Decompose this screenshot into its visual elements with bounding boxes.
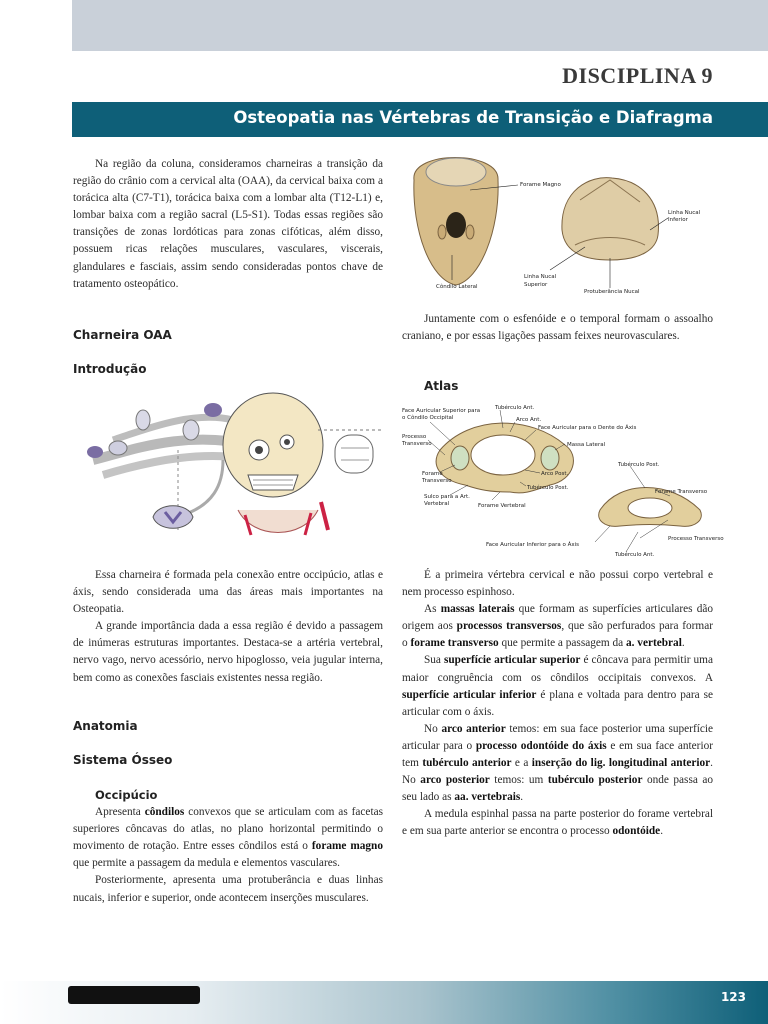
label-forame-vertebral: Forame Vertebral — [478, 503, 526, 509]
atlas-paragraph-3: Sua superfície articular superior é côncava para permitir uma maior congruência com os côndilos occipitais convexos. A superfície articular inferior é plana e voltada para dentro para se articular com o áxis. — [402, 654, 713, 718]
heading-atlas: Atlas — [424, 379, 459, 393]
occipucio-paragraph-1: Apresenta côndilos convexos que se articulam com as facetas superiores côncavas do atlas, no plano horizontal permitindo o movimento de rotação. Entre esses côndilos está o forame magno que permite a passagem da medula e elementos vasculares. — [73, 806, 383, 870]
heading-occipucio: Occipúcio — [95, 788, 158, 802]
atlas-paragraph-5: A medula espinhal passa na parte posterior do forame vertebral e em sua parte anterior se encontra o processo odontóide. — [402, 808, 713, 838]
atlas-paragraph-1: É a primeira vértebra cervical e não possui corpo vertebral e nem processo espinhoso. — [402, 569, 713, 599]
label-forame-transverso-1: Forame — [422, 471, 443, 477]
header-band — [72, 0, 768, 51]
intro-paragraph — [73, 156, 383, 293]
heading-sistema-osseo: Sistema Ósseo — [73, 753, 173, 767]
title-bar — [72, 102, 768, 137]
label-sulco-2: Vertebral — [424, 501, 450, 507]
junto-paragraph — [402, 311, 713, 345]
label-forame-transverso-b: Forame Transverso — [655, 489, 708, 495]
label-face-auricular-superior-1: Face Auricular Superior para — [402, 408, 481, 414]
label-condilo-lateral: Côndilo Lateral — [436, 284, 478, 290]
atlas-paragraph-4: No arco anterior temos: em sua face posterior uma superfície articular para o processo odontóide do áxis e em sua face anterior tem tubérculo anterior e a inserção do lig. longitudinal anterior. No arco posterior temos: um tubérculo posterior onde passa ao seu lado as aa. vertebrais. — [402, 722, 714, 804]
label-tuberculo-post: Tubérculo Post. — [527, 485, 569, 491]
occipucio-paragraph-2: Posteriormente, apresenta uma protuberância e duas linhas nucais, inferior e superior, onde acontecem inserções musculares. — [73, 874, 383, 904]
label-face-auricular-inferior: Face Auricular Inferior para o Áxis — [486, 542, 579, 548]
label-linha-nucal-inferior-1: Linha Nucal — [668, 210, 701, 216]
page-number: 123 — [720, 990, 746, 1004]
charneira-paragraph-1: Essa charneira é formada pela conexão entre occipúcio, atlas e áxis, sendo considerada uma das áreas mais importantes na Osteopatia. — [73, 569, 383, 616]
label-tuberculo-ant-b: Tubérculo Ant. — [615, 552, 655, 558]
label-face-auricular-superior-2: o Côndilo Occipital — [402, 415, 454, 421]
label-tuberculo-ant: Tubérculo Ant. — [495, 405, 535, 411]
label-sulco-1: Sulco para a Art. — [424, 494, 470, 500]
redacted-block — [68, 986, 200, 1004]
heading-introducao: Introdução — [73, 362, 147, 376]
label-arco-ant: Arco Ant. — [516, 417, 542, 423]
label-massa-lateral: Massa Lateral — [567, 442, 606, 448]
intro-text: Na região da coluna, consideramos charneiras a transição da região do crânio com a cervical alta (OAA), da cervical baixa com a torácica alta (C7-T1), torácica baixa com a lombar alta (T12-L1) e, lombar baixa com a região sacral (L5-S1). Todas essas regiões são transições de zonas lordóticas para zonas cifóticas, além disso, possuem ricas relações musculares, vasculares, viscerais, glandulares e fasciais, assim sendo consideradas pontos chave de tratamento osteopático. — [73, 158, 383, 290]
atlas-paragraph-2: As massas laterais que formam as superfícies articulares dão origem aos processos transversos, que são perfurados para formar o forame transverso que permite a passagem da a. vertebral. — [402, 603, 714, 650]
page-title: Osteopatia nas Vértebras de Transição e Diafragma — [233, 108, 713, 127]
label-forame-transverso-2: Transverso — [422, 478, 452, 484]
charneira-text — [73, 567, 383, 687]
heading-charneira-oaa: Charneira OAA — [73, 328, 172, 342]
label-protuberancia-nucal: Protuberância Nucal — [584, 289, 640, 295]
skull-figure — [400, 150, 720, 300]
label-processo-transverso-1: Processo — [402, 434, 427, 440]
occipucio-section — [73, 787, 383, 907]
label-linha-nucal-superior-2: Superior — [524, 282, 548, 288]
label-tuberculo-post-2: Tubérculo Post. — [618, 462, 660, 468]
label-linha-nucal-superior-1: Linha Nucal — [524, 274, 557, 280]
label-linha-nucal-inferior-2: Inferior — [668, 217, 688, 223]
label-arco-post: Arco Post. — [541, 471, 569, 477]
charneira-paragraph-2: A grande importância dada a essa região é devido a passagem de inúmeras estruturas importantes. Destaca-se a artéria vertebral, nervo vago, nervo acessório, nervo hipoglosso, veia jugular interna, bem como as conexões fasciais existentes nessa região. — [73, 620, 383, 684]
label-processo-transverso-b: Processo Transverso — [668, 536, 724, 542]
cranial-nerves-figure — [73, 390, 383, 550]
heading-anatomia: Anatomia — [73, 719, 138, 733]
discipline-label: DISCIPLINA 9 — [562, 63, 713, 88]
label-forame-magno: Forame Magno — [520, 182, 561, 188]
label-processo-transverso-2: Transverso — [402, 441, 432, 447]
atlas-figure — [400, 400, 724, 560]
label-face-auricular-dente: Face Auricular para o Dente do Áxis — [538, 425, 637, 431]
junto-text: Juntamente com o esfenóide e o temporal formam o assoalho craniano, e por essas ligações passam feixes neurovasculares. — [402, 313, 713, 343]
atlas-text — [402, 567, 713, 841]
